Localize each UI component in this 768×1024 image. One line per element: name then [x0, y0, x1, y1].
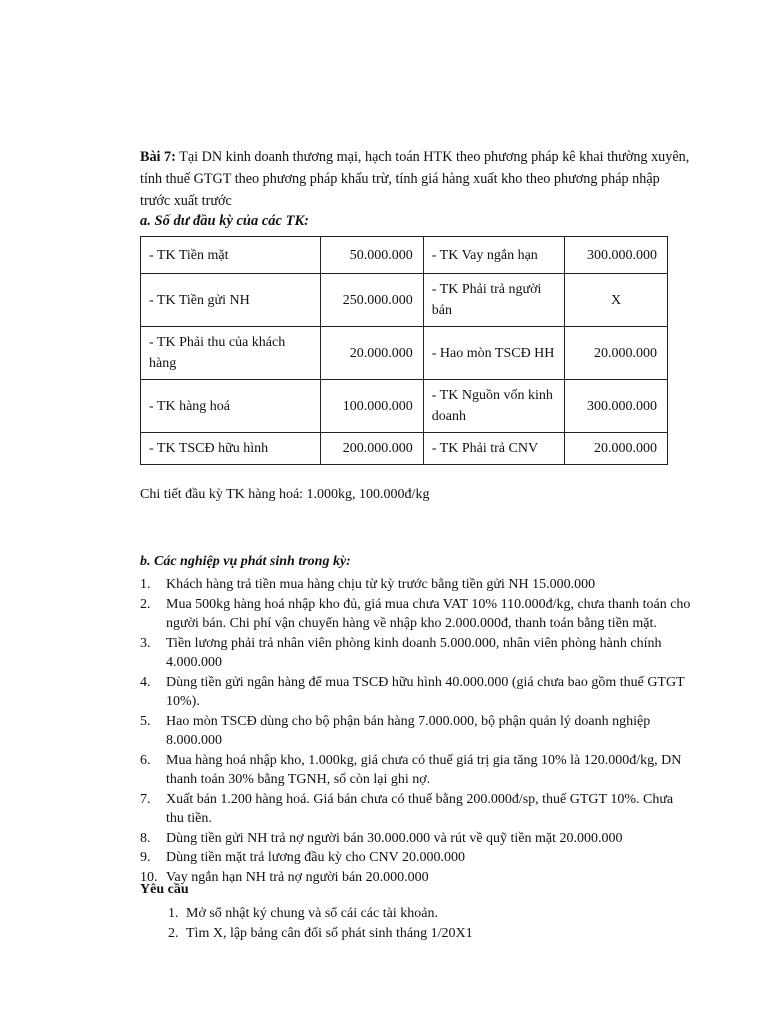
- exercise-label: Bài 7:: [140, 149, 176, 165]
- exercise-description: Tại DN kinh doanh thương mại, hạch toán HTK theo phương pháp kê khai thường xuyên, tính thuế GTGT theo phương pháp khấu trừ, tính giá hàng xuất kho theo phương pháp nhập trước xuất trước: [140, 149, 690, 209]
- item-number: 9.: [140, 850, 151, 865]
- left-amount-cell: 100.000.000: [320, 380, 423, 433]
- item-text: Mở sổ nhật ký chung và sổ cái các tài khoản.: [186, 906, 438, 921]
- list-item: [140, 829, 692, 849]
- list-item: [140, 751, 692, 790]
- exercise-intro: [140, 146, 692, 212]
- right-account-cell: - TK Phải trả người bán: [423, 274, 564, 327]
- table-row: [141, 327, 668, 380]
- left-account-cell: - TK Tiền mặt: [141, 237, 321, 274]
- transactions-list: [140, 575, 692, 887]
- item-number: 3.: [140, 635, 151, 651]
- requirements-list: [168, 904, 473, 944]
- list-item: [140, 868, 692, 888]
- requirements-title: Yêu cầu: [140, 882, 189, 897]
- item-text: Tìm X, lập bảng cân đối số phát sinh tháng 1/20X1: [186, 926, 473, 941]
- table-row: [141, 274, 668, 327]
- left-account-cell: - TK Phải thu của khách hàng: [141, 327, 321, 380]
- section-b-heading: b. Các nghiệp vụ phát sinh trong kỳ:: [140, 554, 351, 569]
- item-number: 4.: [140, 674, 151, 690]
- item-text: Dùng tiền mặt trả lương đầu kỳ cho CNV 20.000.000: [166, 850, 465, 865]
- list-item: [140, 790, 692, 829]
- left-amount-cell: 200.000.000: [320, 433, 423, 465]
- item-number: 1.: [140, 577, 151, 592]
- item-number: 6.: [140, 752, 151, 768]
- list-item: [140, 848, 692, 868]
- list-item: [140, 575, 692, 595]
- item-number: 2.: [140, 596, 151, 612]
- right-amount-cell: X: [565, 274, 668, 327]
- item-text: Khách hàng trả tiền mua hàng chịu từ kỳ trước bằng tiền gửi NH 15.000.000: [166, 577, 596, 592]
- item-text: Vay ngắn hạn NH trả nợ người bán 20.000.000: [166, 869, 429, 885]
- item-number: 7.: [140, 791, 151, 807]
- list-item: [168, 904, 473, 924]
- left-amount-cell: 250.000.000: [320, 274, 423, 327]
- item-number: 1.: [168, 906, 179, 921]
- left-account-cell: - TK TSCĐ hữu hình: [141, 433, 321, 465]
- item-number: 10.: [140, 869, 158, 885]
- list-item: [168, 924, 473, 944]
- list-item: [140, 595, 692, 634]
- item-text: Mua 500kg hàng hoá nhập kho đủ, giá mua chưa VAT 10% 110.000đ/kg, chưa thanh toán cho người bán. Chi phí vận chuyển hàng về nhập kho 2.000.000đ, thanh toán bằng tiền mặt.: [166, 596, 691, 631]
- left-account-cell: - TK hàng hoá: [141, 380, 321, 433]
- right-account-cell: - TK Nguồn vốn kinh doanh: [423, 380, 564, 433]
- right-amount-cell: 300.000.000: [565, 380, 668, 433]
- list-item: [140, 712, 692, 751]
- left-account-cell: - TK Tiền gửi NH: [141, 274, 321, 327]
- item-number: 5.: [140, 713, 151, 729]
- item-text: Hao mòn TSCĐ dùng cho bộ phận bán hàng 7.000.000, bộ phận quản lý doanh nghiệp 8.000.000: [166, 713, 651, 748]
- item-text: Tiền lương phải trả nhân viên phòng kinh doanh 5.000.000, nhân viên phòng hành chính 4.000.000: [166, 635, 662, 670]
- item-number: 2.: [168, 926, 179, 941]
- table-row: [141, 237, 668, 274]
- opening-balance-table: [140, 236, 668, 465]
- right-account-cell: - TK Phải trả CNV: [423, 433, 564, 465]
- list-item: [140, 673, 692, 712]
- list-item: [140, 634, 692, 673]
- table-row: [141, 433, 668, 465]
- item-number: 8.: [140, 830, 151, 846]
- right-account-cell: - Hao mòn TSCĐ HH: [423, 327, 564, 380]
- right-account-cell: - TK Vay ngắn hạn: [423, 237, 564, 274]
- right-amount-cell: 20.000.000: [565, 433, 668, 465]
- left-amount-cell: 50.000.000: [320, 237, 423, 274]
- item-text: Xuất bán 1.200 hàng hoá. Giá bán chưa có thuế bằng 200.000đ/sp, thuế GTGT 10%. Chưa thu tiền.: [166, 791, 674, 826]
- table-row: [141, 380, 668, 433]
- item-text: Mua hàng hoá nhập kho, 1.000kg, giá chưa có thuế giá trị gia tăng 10% là 120.000đ/kg, DN thanh toán 30% bằng TGNH, số còn lại ghi nợ.: [166, 752, 682, 787]
- item-text: Dùng tiền gửi NH trả nợ người bán 30.000.000 và rút về quỹ tiền mặt 20.000.000: [166, 830, 623, 846]
- section-a-heading: a. Số dư đầu kỳ của các TK:: [140, 213, 309, 229]
- right-amount-cell: 20.000.000: [565, 327, 668, 380]
- left-amount-cell: 20.000.000: [320, 327, 423, 380]
- inventory-detail-note: Chi tiết đầu kỳ TK hàng hoá: 1.000kg, 100.000đ/kg: [140, 487, 430, 502]
- item-text: Dùng tiền gửi ngân hàng để mua TSCĐ hữu hình 40.000.000 (giá chưa bao gồm thuế GTGT 10%).: [166, 674, 685, 709]
- right-amount-cell: 300.000.000: [565, 237, 668, 274]
